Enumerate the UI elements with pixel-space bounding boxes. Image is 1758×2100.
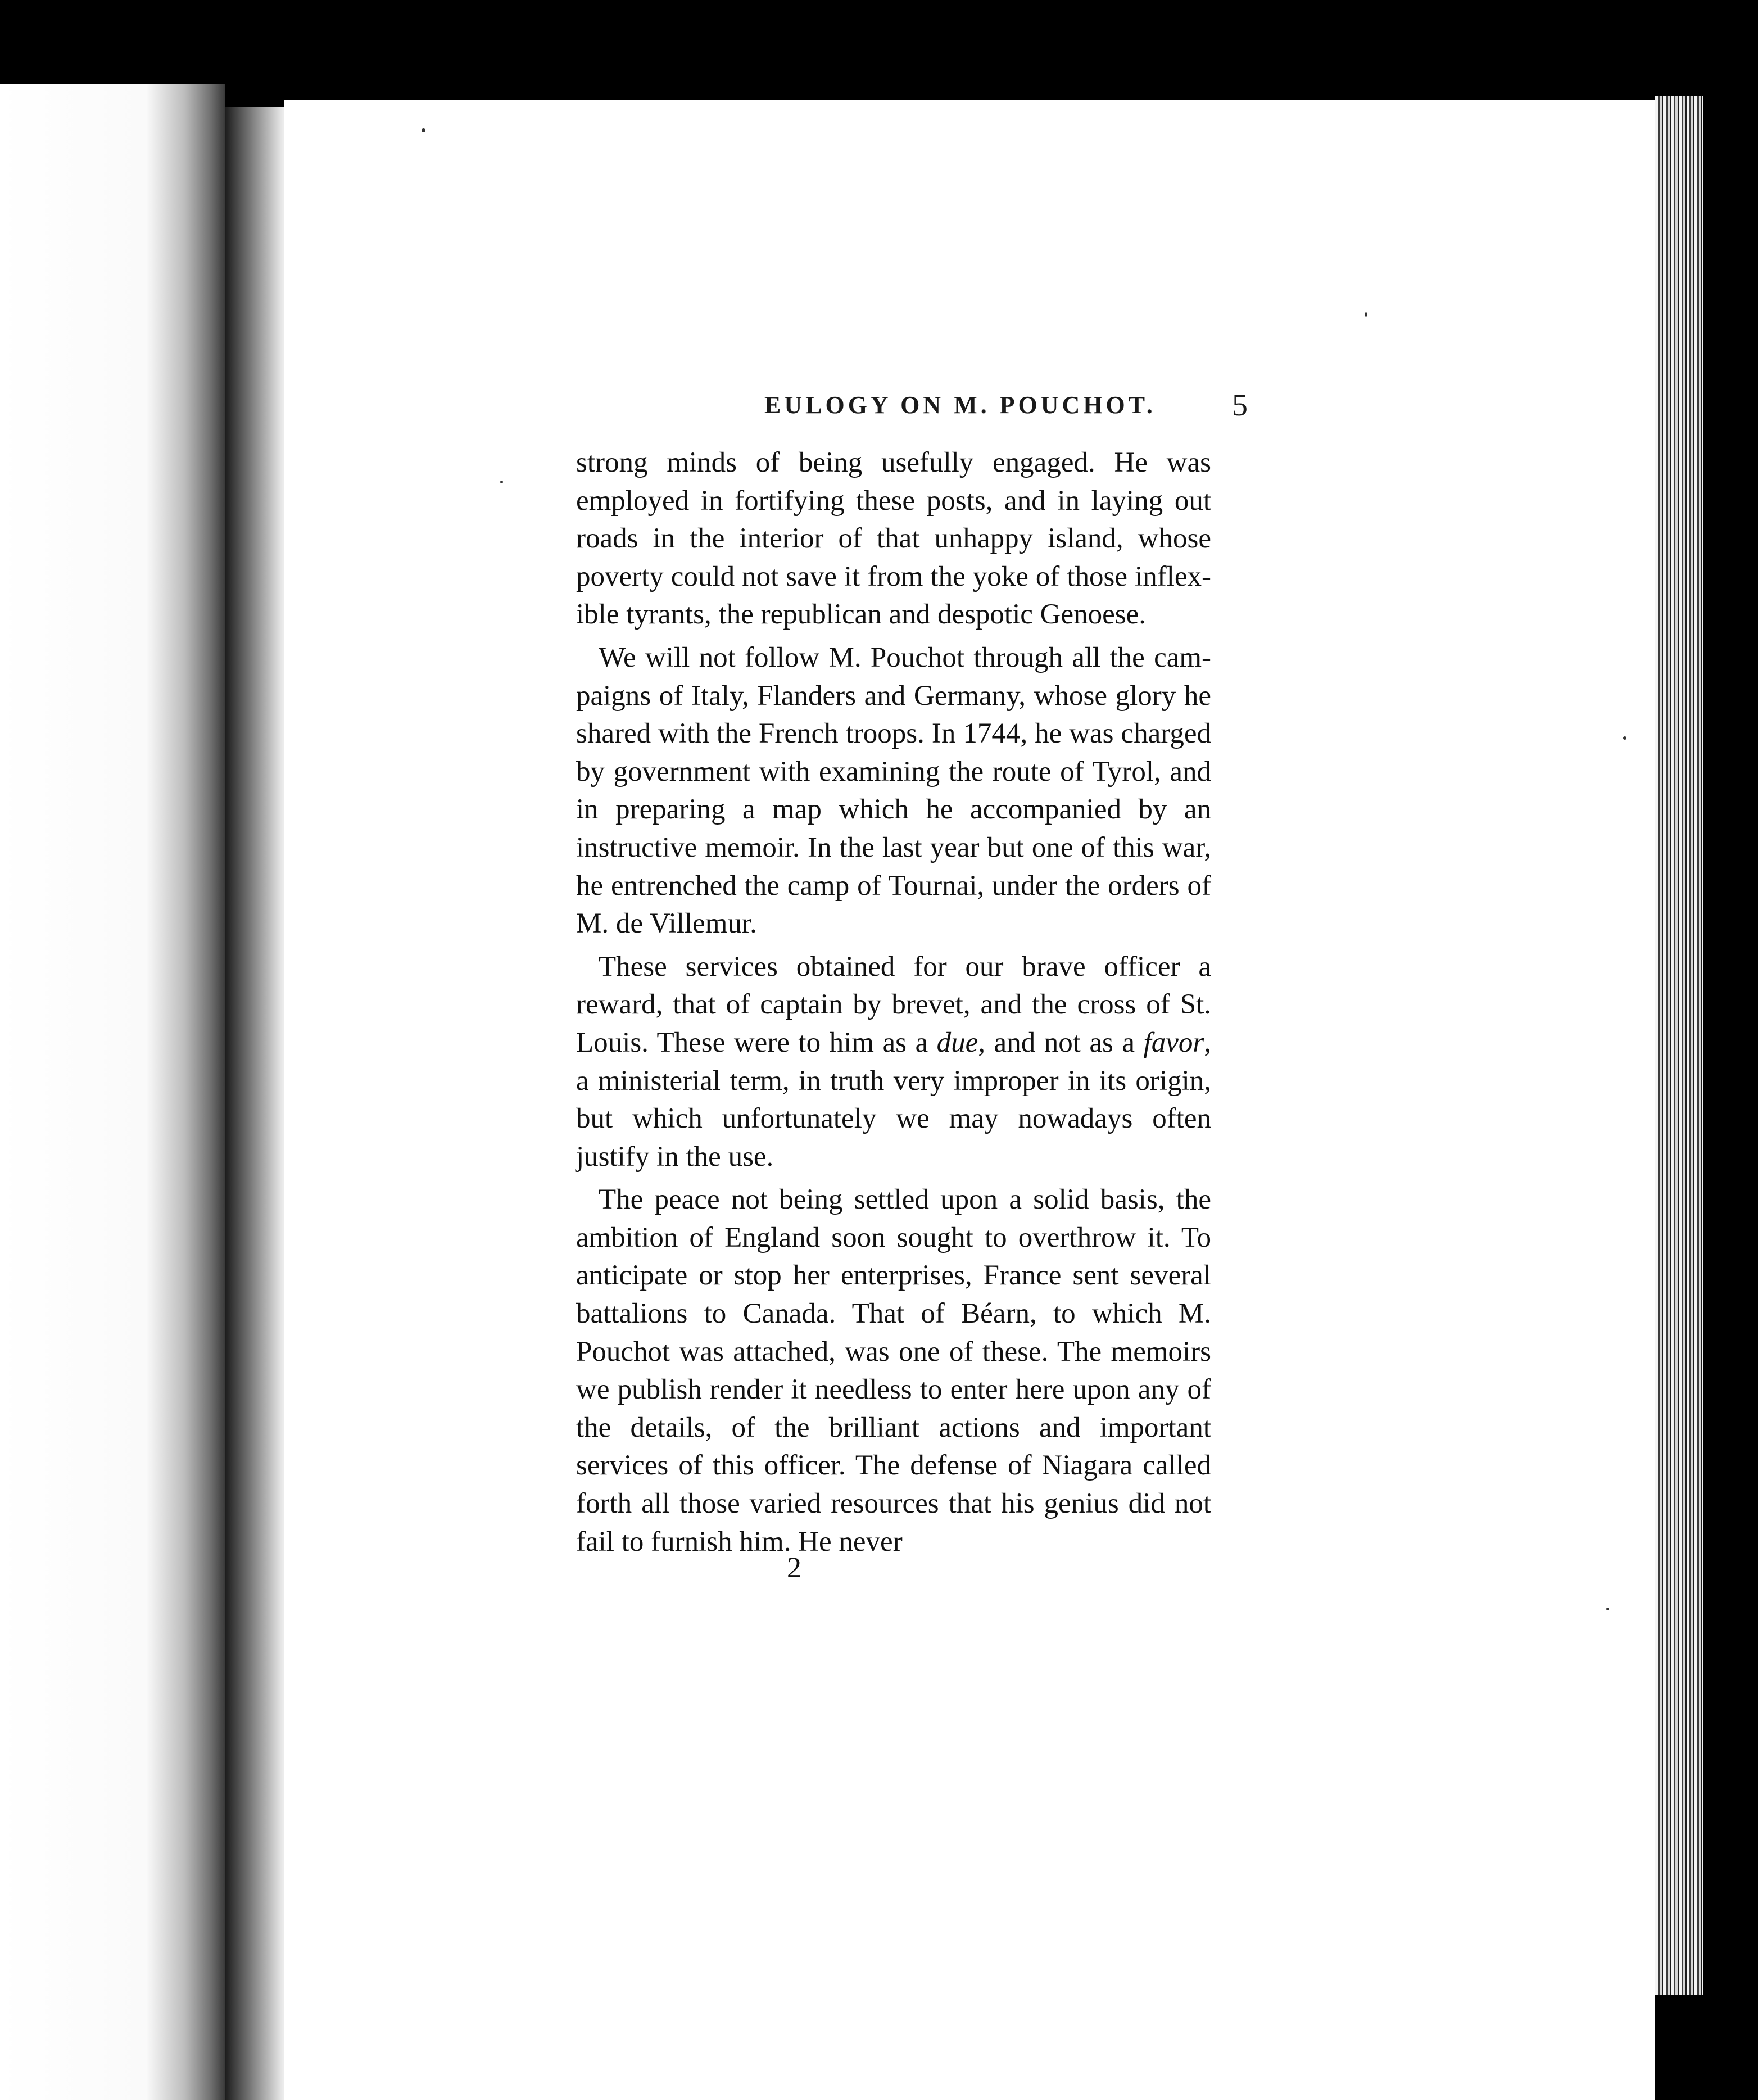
paragraph-3-text-c: , a ministerial term, in truth very improper in its origin, but which unfortunately we may nowadays often justify in the use. [576,1026,1211,1173]
italic-favor: favor [1143,1026,1204,1058]
paragraph-2-text: We will not follow M. Pouchot through all the cam-paigns of Italy, Flanders and Germany, whose glory he shared with the French troops. In 1744, he was charged by government with examining the route of Tyrol, and in preparing a map which he accompanied by an instructive memoir. In the last year but one of this war, he entrenched the camp of Tournai, under the orders of M. de Villemur. [576,641,1211,940]
paragraph-1 [576,444,1211,634]
body-text [576,444,1211,1561]
running-header [585,388,1248,430]
paragraph-1-text: strong minds of being usefully engaged. He was employed in fortifying these posts, and in laying out roads in the interior of that unhappy island, whose poverty could not save it from the yoke of those inflex-ible tyrants, the republican and despotic Genoese. [576,447,1211,631]
running-header-title: EULOGY ON M. POUCHOT. [764,391,1156,419]
paragraph-3-text-b: , and not as a [978,1026,1144,1058]
paragraph-3-text-a: These services obtained for our brave officer a reward, that of captain by brevet, and the cross of St. Louis. These were to him as a [576,951,1211,1058]
page-edges [1655,96,1703,1995]
paragraph-3 [576,948,1211,1176]
paragraph-4-text: The peace not being settled upon a solid basis, the ambition of England soon sought to overthrow it. To anticipate or stop her enterprises, France sent several battalions to Canada. That of Béarn, to which M. Pouchot was attached, was one of these. The memoirs we publish render it needless to enter here upon any of the details, of the brilliant actions and important services of this officer. The defense of Niagara called forth all those varied resources that his genius did not fail to furnish him. He never [576,1184,1211,1558]
book-gutter-shadow [225,107,292,2100]
paragraph-2 [576,639,1211,943]
paragraph-4 [576,1181,1211,1561]
italic-due: due [936,1026,978,1058]
left-facing-page [0,84,225,2100]
signature-mark: 2 [787,1552,801,1584]
page-number: 5 [1232,388,1248,423]
